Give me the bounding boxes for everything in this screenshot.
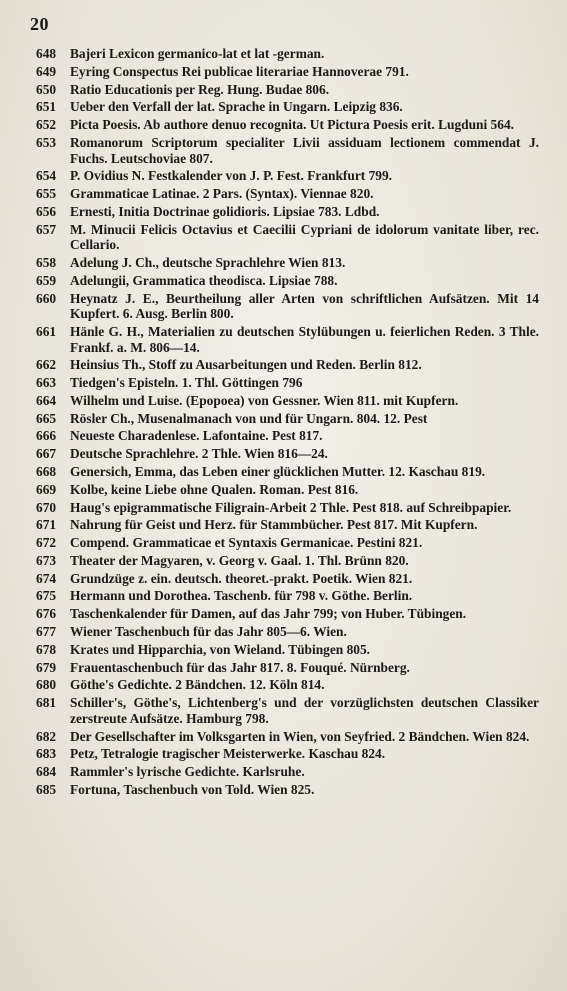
catalog-entry [0,695,567,726]
catalog-entry [0,186,567,202]
entry-number: 682 [36,728,57,744]
entry-number: 673 [36,552,57,568]
entry-text: Krates und Hipparchia, von Wieland. Tübingen 805. [70,641,371,657]
entry-text: Heinsius Th., Stoff zu Ausarbeitungen und Reden. Berlin 812. [70,357,422,373]
catalog-entry [0,168,567,184]
entry-number: 667 [36,446,57,462]
entry-number: 659 [36,272,57,288]
catalog-entry [0,677,567,693]
catalog-entry [0,553,567,569]
entry-text: Haug's epigrammatische Filigrain-Arbeit 2 Thle. Pest 818. auf Schreibpapier. [70,499,512,515]
entry-number: 675 [36,588,57,604]
entry-text: Göthe's Gedichte. 2 Bändchen. 12. Köln 814. [70,677,325,693]
entry-number: 660 [36,290,57,306]
catalog-entry [0,411,567,427]
entry-number: 654 [36,168,57,184]
entry-number: 652 [36,117,57,133]
catalog-entry [0,729,567,745]
entry-number: 651 [36,99,57,115]
catalog-entry [0,500,567,516]
catalog-entry [0,273,567,289]
entry-number: 672 [36,535,57,551]
entry-text: Tiedgen's Episteln. 1. Thl. Göttingen 796 [70,375,303,391]
entry-text: Theater der Magyaren, v. Georg v. Gaal. 1. Thl. Brünn 820. [70,552,409,568]
entry-number: 663 [36,375,57,391]
entry-number: 676 [36,606,57,622]
entry-text: Schiller's, Göthe's, Lichtenberg's und der vorzüglichsten deutschen Classiker zerstreute Aufsätze. Hamburg 798. [70,695,539,726]
catalog-entry [0,464,567,480]
entry-text: Hänle G. H., Materialien zu deutschen Stylübungen u. feierlichen Reden. 3 Thle. Frankf. a. M. 806—14. [70,323,539,355]
entry-text: Wilhelm und Luise. (Epopoea) von Gessner. Wien 811. mit Kupfern. [70,392,459,408]
entry-text: Nahrung für Geist und Herz. für Stammbücher. Pest 817. Mit Kupfern. [70,517,478,533]
page-number: 20 [30,14,49,34]
catalog-entry [0,135,567,166]
catalog-entry [0,393,567,409]
entry-text: Rösler Ch., Musenalmanach von und für Ungarn. 804. 12. Pest [70,410,428,426]
entry-number: 668 [36,464,57,479]
entry-text: Adelungii, Grammatica theodisca. Lipsiae 788. [70,272,338,288]
entry-number: 648 [36,46,57,61]
entry-number: 671 [36,517,57,533]
entry-number: 666 [36,428,57,444]
entry-number: 661 [36,323,57,339]
entry-number: 674 [36,570,57,586]
catalog-entry [0,535,567,551]
entry-text: Ratio Educationis per Reg. Hung. Budae 806. [70,81,330,97]
catalog-entry [0,64,567,80]
catalog-entry [0,222,567,253]
entry-text: Genersich, Emma, das Leben einer glücklichen Mutter. 12. Kaschau 819. [70,464,486,479]
entry-text: Wiener Taschenbuch für das Jahr 805—6. Wien. [70,624,347,640]
entry-number: 683 [36,746,57,762]
entry-number: 664 [36,392,57,408]
catalog-entry [0,99,567,115]
entry-number: 677 [36,624,57,640]
entry-text: Hermann und Dorothea. Taschenb. für 798 v. Göthe. Berlin. [70,588,413,604]
entry-text: Frauentaschenbuch für das Jahr 817. 8. Fouqué. Nürnberg. [70,659,410,675]
entry-text: Grundzüge z. ein. deutsch. theoret.-prakt. Poetik. Wien 821. [70,570,413,586]
entry-text: Compend. Grammaticae et Syntaxis Germanicae. Pestini 821. [70,535,423,551]
catalog-entry [0,746,567,762]
catalog-entry [0,82,567,98]
catalog-entry [0,428,567,444]
entry-number: 650 [36,81,57,97]
catalog-entry [0,782,567,798]
catalog-entry [0,606,567,622]
entry-text: Adelung J. Ch., deutsche Sprachlehre Wien 813. [70,255,346,270]
catalog-entries [0,46,567,800]
entry-number: 684 [36,764,57,780]
entry-number: 680 [36,677,57,693]
entry-text: Romanorum Scriptorum specialiter Livii assiduam lectionem commendat J. Fuchs. Leutschoviae 807. [70,134,539,166]
entry-number: 670 [36,499,57,515]
catalog-entry [0,291,567,322]
entry-number: 669 [36,481,57,497]
catalog-entry [0,117,567,133]
entry-number: 681 [36,695,57,711]
catalog-entry [0,46,567,62]
entry-number: 685 [36,781,57,797]
catalog-entry [0,446,567,462]
catalog-entry [0,357,567,373]
entry-number: 678 [36,641,57,657]
entry-text: Taschenkalender für Damen, auf das Jahr 799; von Huber. Tübingen. [70,606,467,622]
entry-number: 679 [36,659,57,675]
entry-text: Der Gesellschafter im Volksgarten in Wien, von Seyfried. 2 Bändchen. Wien 824. [70,728,530,744]
catalog-entry [0,764,567,780]
catalog-entry [0,642,567,658]
entry-text: Heynatz J. E., Beurtheilung aller Arten von schriftlichen Aufsätzen. Mit 14 Kupfert. 6. Ausg. Berlin 800. [70,290,539,322]
entry-number: 662 [36,357,57,373]
catalog-entry [0,624,567,640]
catalog-entry [0,375,567,391]
entry-text: Kolbe, keine Liebe ohne Qualen. Roman. Pest 816. [70,481,359,497]
entry-number: 649 [36,63,57,79]
entry-text: P. Ovidius N. Festkalender von J. P. Fest. Frankfurt 799. [70,168,393,184]
entry-text: Grammaticae Latinae. 2 Pars. (Syntax). Viennae 820. [70,186,374,202]
entry-number: 657 [36,221,57,237]
entry-text: Rammler's lyrische Gedichte. Karlsruhe. [70,764,305,780]
catalog-entry [0,482,567,498]
catalog-entry [0,588,567,604]
entry-text: Neueste Charadenlese. Lafontaine. Pest 817. [70,428,323,444]
catalog-entry [0,204,567,220]
entry-number: 656 [36,203,57,219]
entry-text: Ernesti, Initia Doctrinae golidioris. Lipsiae 783. Ldbd. [70,203,380,219]
entry-text: Picta Poesis. Ab authore denuo recognita. Ut Pictura Poesis erit. Lugduni 564. [70,117,514,133]
catalog-entry [0,571,567,587]
entry-text: Ueber den Verfall der lat. Sprache in Ungarn. Leipzig 836. [70,99,403,115]
entry-text: Bajeri Lexicon germanico-lat et lat -german. [70,46,325,61]
catalog-entry [0,660,567,676]
catalog-entry [0,324,567,355]
entry-number: 653 [36,134,57,150]
catalog-entry [0,255,567,271]
entry-number: 665 [36,410,57,426]
entry-text: Deutsche Sprachlehre. 2 Thle. Wien 816—24. [70,446,328,462]
entry-number: 655 [36,186,57,202]
entry-text: M. Minucii Felicis Octavius et Caecilii Cypriani de idolorum vanitate liber, rec. Cellario. [70,221,539,253]
entry-text: Eyring Conspectus Rei publicae literariae Hannoverae 791. [70,63,409,79]
catalog-entry [0,517,567,533]
entry-text: Petz, Tetralogie tragischer Meisterwerke. Kaschau 824. [70,746,386,762]
entry-text: Fortuna, Taschenbuch von Told. Wien 825. [70,781,315,797]
entry-number: 658 [36,255,57,270]
